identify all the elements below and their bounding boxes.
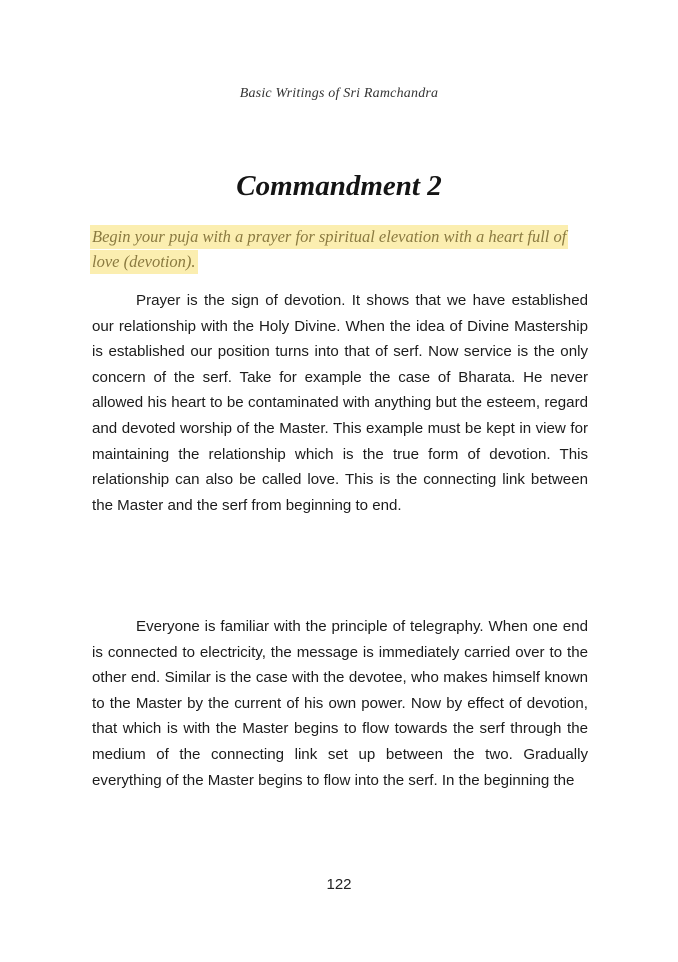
paragraph-text: Prayer is the sign of devotion. It shows that we have established our relationship with the Holy Divine. When the idea of Divine Mastership is established our position turns into that of serf. Now service is the only concern of the serf. Take for example the case of Bharata. He never allowed his heart to be contaminated with anything but the esteem, regard and devoted worship of the Master. This example must be kept in view for maintaining the relationship which is the true form of devotion. This relationship can also be called love. This is the connecting link between the Master and the serf from beginning to end. [92, 292, 588, 514]
chapter-title: Commandment 2 [236, 170, 442, 202]
commandment-text: Begin your puja with a prayer for spiritual elevation with a heart full of love (devotion). [90, 225, 568, 274]
page-number: 122 [326, 876, 352, 893]
running-header: Basic Writings of Sri Ramchandra [239, 86, 439, 101]
paragraph-text: Everyone is familiar with the principle of telegraphy. When one end is connected to electricity, the message is immediately carried over to the other end. Similar is the case with the devotee, who makes himself known to the Master by the current of his own power. Now by effect of devotion, that which is with the Master begins to flow towards the serf through the medium of the connecting link set up between the two. Gradually everything of the Master begins to flow into the serf. In the beginning the [92, 618, 588, 789]
body-paragraph-1 [92, 288, 588, 518]
commandment-highlight [90, 224, 594, 274]
body-paragraph-2 [92, 614, 588, 793]
